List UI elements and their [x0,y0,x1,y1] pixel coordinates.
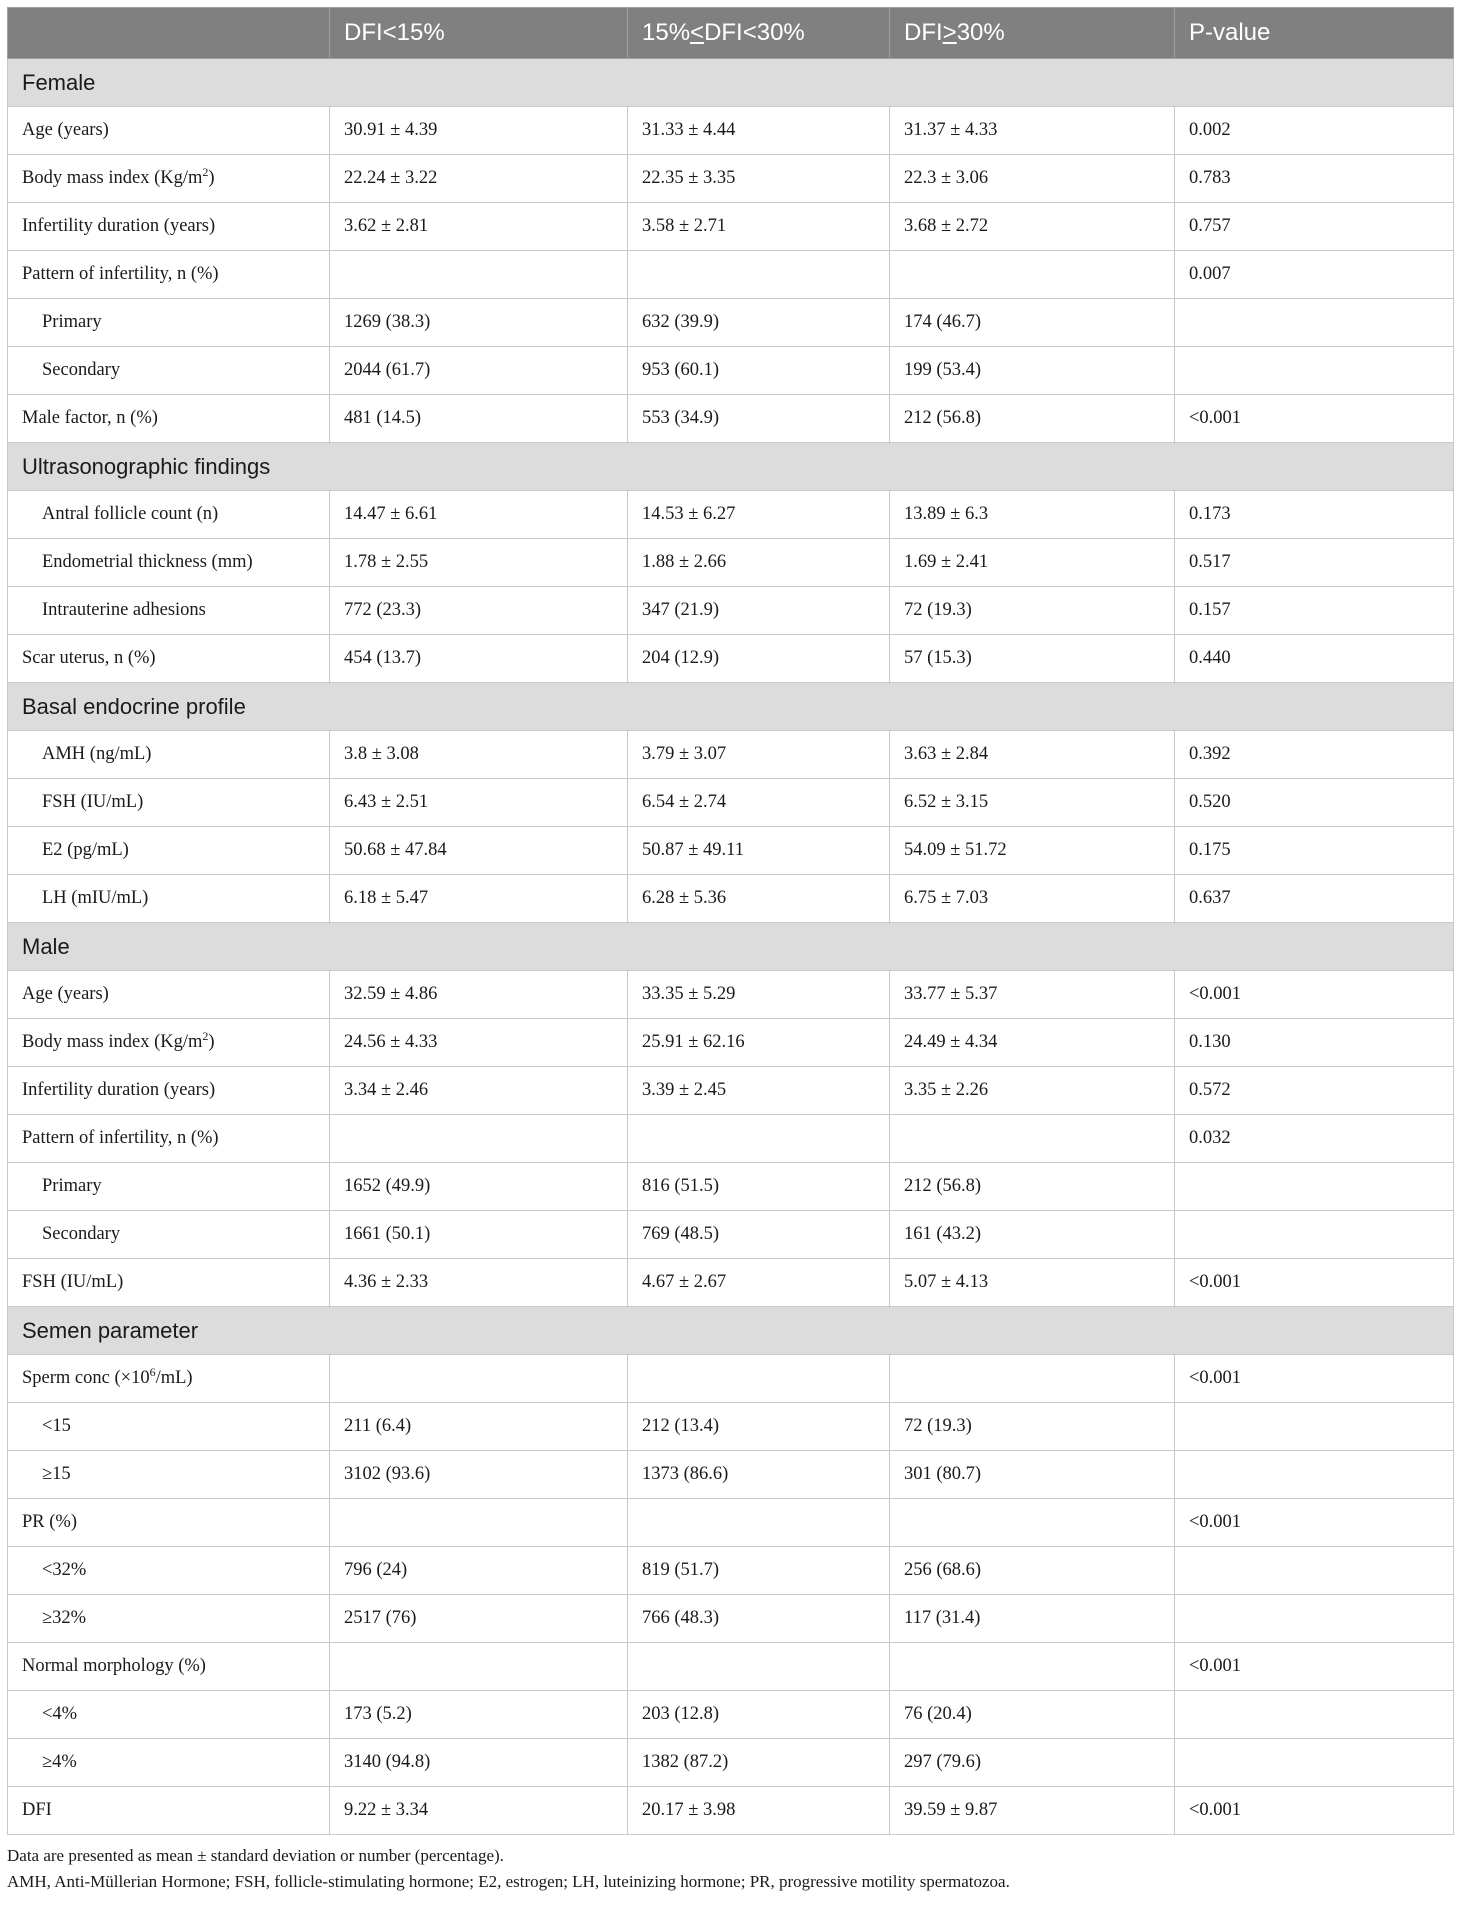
table-row [8,1163,1454,1211]
p-value-cell [1175,1691,1454,1739]
row-label: E2 (pg/mL) [8,827,330,875]
section-row [8,443,1454,491]
row-label: Infertility duration (years) [8,203,330,251]
table-row [8,107,1454,155]
row-label: Sperm conc $(\times 10^6/mL)$ [8,1355,330,1403]
value-cell: 6.18 ± 5.47 [330,875,628,923]
row-label: FSH (IU/mL) [8,1259,330,1307]
value-cell: 50.87 ± 49.11 [628,827,890,875]
value-cell: 6.54 ± 2.74 [628,779,890,827]
value-cell [628,1355,890,1403]
document [7,7,1453,1895]
row-label: <15 [8,1403,330,1451]
value-cell: 481 (14.5) [330,395,628,443]
value-cell: 3.34 ± 2.46 [330,1067,628,1115]
table-row [8,779,1454,827]
data-table [7,7,1454,1835]
value-cell: 766 (48.3) [628,1595,890,1643]
header-cell: 15%<DFI<30% [628,8,890,59]
value-cell: 20.17 ± 3.98 [628,1787,890,1835]
p-value-cell: <0.001 [1175,1355,1454,1403]
value-cell: 14.47 ± 6.61 [330,491,628,539]
value-cell: 76 (20.4) [890,1691,1175,1739]
value-cell: 173 (5.2) [330,1691,628,1739]
value-cell [890,1643,1175,1691]
table-row [8,299,1454,347]
p-value-cell: 0.517 [1175,539,1454,587]
p-value-cell: 0.002 [1175,107,1454,155]
p-value-cell: 0.007 [1175,251,1454,299]
value-cell: 1.78 ± 2.55 [330,539,628,587]
p-value-cell [1175,1547,1454,1595]
value-cell: 4.36 ± 2.33 [330,1259,628,1307]
table-row [8,875,1454,923]
value-cell [628,1499,890,1547]
value-cell: 796 (24) [330,1547,628,1595]
row-label: AMH (ng/mL) [8,731,330,779]
value-cell: 25.91 ± 62.16 [628,1019,890,1067]
value-cell: 1269 (38.3) [330,299,628,347]
value-cell: 22.35 ± 3.35 [628,155,890,203]
value-cell: 301 (80.7) [890,1451,1175,1499]
p-value-cell: 0.783 [1175,155,1454,203]
value-cell: 2517 (76) [330,1595,628,1643]
table-row [8,1547,1454,1595]
row-label: Secondary [8,1211,330,1259]
row-label: ≥4% [8,1739,330,1787]
p-value-cell [1175,1163,1454,1211]
table-row [8,1451,1454,1499]
value-cell: 212 (56.8) [890,395,1175,443]
footnotes [7,1843,1453,1895]
value-cell: 3.58 ± 2.71 [628,203,890,251]
p-value-cell: <0.001 [1175,395,1454,443]
p-value-cell [1175,1451,1454,1499]
section-row [8,683,1454,731]
value-cell: 161 (43.2) [890,1211,1175,1259]
p-value-cell: 0.157 [1175,587,1454,635]
p-value-cell: 0.392 [1175,731,1454,779]
table-body [8,59,1454,1835]
value-cell: 14.53 ± 6.27 [628,491,890,539]
section-label: Male [8,923,1454,971]
value-cell: 50.68 ± 47.84 [330,827,628,875]
value-cell: 454 (13.7) [330,635,628,683]
value-cell: 33.35 ± 5.29 [628,971,890,1019]
value-cell: 632 (39.9) [628,299,890,347]
row-label: Age (years) [8,971,330,1019]
value-cell: 3.8 ± 3.08 [330,731,628,779]
value-cell: 5.07 ± 4.13 [890,1259,1175,1307]
value-cell: 212 (56.8) [890,1163,1175,1211]
p-value-cell: <0.001 [1175,1787,1454,1835]
value-cell: 3.35 ± 2.26 [890,1067,1175,1115]
section-label: Female [8,59,1454,107]
header-row [8,8,1454,59]
value-cell: 6.43 ± 2.51 [330,779,628,827]
p-value-cell: 0.173 [1175,491,1454,539]
row-label: Male factor, n (%) [8,395,330,443]
section-row [8,59,1454,107]
row-label: Age (years) [8,107,330,155]
p-value-cell: <0.001 [1175,1499,1454,1547]
table-row [8,395,1454,443]
row-label: Body mass index $(Kg/m^2)$ [8,155,330,203]
value-cell: 6.28 ± 5.36 [628,875,890,923]
p-value-cell: 0.572 [1175,1067,1454,1115]
value-cell: 6.75 ± 7.03 [890,875,1175,923]
value-cell: 9.22 ± 3.34 [330,1787,628,1835]
value-cell: 3.63 ± 2.84 [890,731,1175,779]
row-label: Endometrial thickness (mm) [8,539,330,587]
row-label: Infertility duration (years) [8,1067,330,1115]
value-cell: 211 (6.4) [330,1403,628,1451]
table-row [8,1259,1454,1307]
table-row [8,1355,1454,1403]
header-cell-empty [8,8,330,59]
row-label: Pattern of infertility, n (%) [8,251,330,299]
value-cell: 24.49 ± 4.34 [890,1019,1175,1067]
value-cell: 297 (79.6) [890,1739,1175,1787]
row-label: <32% [8,1547,330,1595]
value-cell: 4.67 ± 2.67 [628,1259,890,1307]
header-cell: DFI>30% [890,8,1175,59]
value-cell: 32.59 ± 4.86 [330,971,628,1019]
value-cell [330,1499,628,1547]
row-label: Intrauterine adhesions [8,587,330,635]
value-cell: 31.33 ± 4.44 [628,107,890,155]
value-cell: 3.62 ± 2.81 [330,203,628,251]
value-cell [628,1115,890,1163]
row-label: ≥15 [8,1451,330,1499]
value-cell: 3.68 ± 2.72 [890,203,1175,251]
value-cell: 256 (68.6) [890,1547,1175,1595]
value-cell: 72 (19.3) [890,587,1175,635]
value-cell: 117 (31.4) [890,1595,1175,1643]
table-row [8,1115,1454,1163]
p-value-cell: <0.001 [1175,1643,1454,1691]
table-row [8,491,1454,539]
row-label: ≥32% [8,1595,330,1643]
value-cell: 39.59 ± 9.87 [890,1787,1175,1835]
value-cell: 6.52 ± 3.15 [890,779,1175,827]
value-cell: 1652 (49.9) [330,1163,628,1211]
section-label: Basal endocrine profile [8,683,1454,731]
table-row [8,1067,1454,1115]
value-cell: 30.91 ± 4.39 [330,107,628,155]
value-cell: 57 (15.3) [890,635,1175,683]
table-row [8,1211,1454,1259]
p-value-cell [1175,1595,1454,1643]
row-label: Antral follicle count (n) [8,491,330,539]
value-cell: 1.88 ± 2.66 [628,539,890,587]
row-label: Pattern of infertility, n (%) [8,1115,330,1163]
value-cell: 819 (51.7) [628,1547,890,1595]
value-cell [330,1115,628,1163]
row-label: FSH (IU/mL) [8,779,330,827]
p-value-cell: 0.130 [1175,1019,1454,1067]
value-cell: 3140 (94.8) [330,1739,628,1787]
table-row [8,1499,1454,1547]
table-row [8,1643,1454,1691]
row-label: Scar uterus, n (%) [8,635,330,683]
row-label: LH (mIU/mL) [8,875,330,923]
value-cell [890,251,1175,299]
p-value-cell: 0.637 [1175,875,1454,923]
value-cell: 3102 (93.6) [330,1451,628,1499]
table-row [8,203,1454,251]
value-cell: 22.24 ± 3.22 [330,155,628,203]
value-cell: 203 (12.8) [628,1691,890,1739]
value-cell [628,1643,890,1691]
p-value-cell [1175,1739,1454,1787]
p-value-cell [1175,1211,1454,1259]
value-cell: 1373 (86.6) [628,1451,890,1499]
table-row [8,155,1454,203]
header-cell: DFI<15% [330,8,628,59]
table-row [8,1403,1454,1451]
p-value-cell [1175,299,1454,347]
p-value-cell: <0.001 [1175,1259,1454,1307]
table-row [8,1595,1454,1643]
value-cell: 769 (48.5) [628,1211,890,1259]
value-cell [330,1643,628,1691]
table-row [8,251,1454,299]
p-value-cell [1175,1403,1454,1451]
p-value-cell: 0.520 [1175,779,1454,827]
value-cell: 1382 (87.2) [628,1739,890,1787]
table-row [8,347,1454,395]
row-label: DFI [8,1787,330,1835]
p-value-cell: 0.757 [1175,203,1454,251]
value-cell: 347 (21.9) [628,587,890,635]
value-cell [330,1355,628,1403]
value-cell: 772 (23.3) [330,587,628,635]
table-row [8,827,1454,875]
row-label: PR (%) [8,1499,330,1547]
row-label: Secondary [8,347,330,395]
value-cell: 22.3 ± 3.06 [890,155,1175,203]
section-label: Ultrasonographic findings [8,443,1454,491]
p-value-cell: 0.032 [1175,1115,1454,1163]
p-value-cell: <0.001 [1175,971,1454,1019]
value-cell: 1661 (50.1) [330,1211,628,1259]
value-cell [330,251,628,299]
value-cell: 31.37 ± 4.33 [890,107,1175,155]
p-value-cell [1175,347,1454,395]
table-row [8,1739,1454,1787]
value-cell [890,1355,1175,1403]
value-cell: 204 (12.9) [628,635,890,683]
p-value-cell: 0.440 [1175,635,1454,683]
value-cell: 72 (19.3) [890,1403,1175,1451]
value-cell [890,1499,1175,1547]
value-cell: 54.09 ± 51.72 [890,827,1175,875]
row-label: Body mass index $(Kg/m^2)$ [8,1019,330,1067]
table-row [8,971,1454,1019]
value-cell: 13.89 ± 6.3 [890,491,1175,539]
value-cell: 212 (13.4) [628,1403,890,1451]
section-row [8,923,1454,971]
row-label: Primary [8,299,330,347]
table-row [8,635,1454,683]
value-cell [890,1115,1175,1163]
value-cell: 953 (60.1) [628,347,890,395]
value-cell [628,251,890,299]
value-cell: 816 (51.5) [628,1163,890,1211]
value-cell: 3.39 ± 2.45 [628,1067,890,1115]
value-cell: 174 (46.7) [890,299,1175,347]
value-cell: 1.69 ± 2.41 [890,539,1175,587]
footnote: AMH, Anti-Müllerian Hormone; FSH, follicle-stimulating hormone; E2, estrogen; LH, luteinizing hormone; PR, progressive motility spermatozoa. [7,1872,1010,1891]
row-label: Normal morphology (%) [8,1643,330,1691]
table-row [8,1691,1454,1739]
row-label: Primary [8,1163,330,1211]
value-cell: 24.56 ± 4.33 [330,1019,628,1067]
p-value-cell: 0.175 [1175,827,1454,875]
value-cell: 553 (34.9) [628,395,890,443]
footnote: Data are presented as mean ± standard deviation or number (percentage). [7,1846,504,1865]
row-label: <4% [8,1691,330,1739]
table-row [8,539,1454,587]
table-row [8,1787,1454,1835]
value-cell: 3.79 ± 3.07 [628,731,890,779]
table-row [8,587,1454,635]
value-cell: 199 (53.4) [890,347,1175,395]
table-row [8,731,1454,779]
value-cell: 33.77 ± 5.37 [890,971,1175,1019]
section-label: Semen parameter [8,1307,1454,1355]
value-cell: 2044 (61.7) [330,347,628,395]
table-row [8,1019,1454,1067]
section-row [8,1307,1454,1355]
header-cell: P-value [1175,8,1454,59]
